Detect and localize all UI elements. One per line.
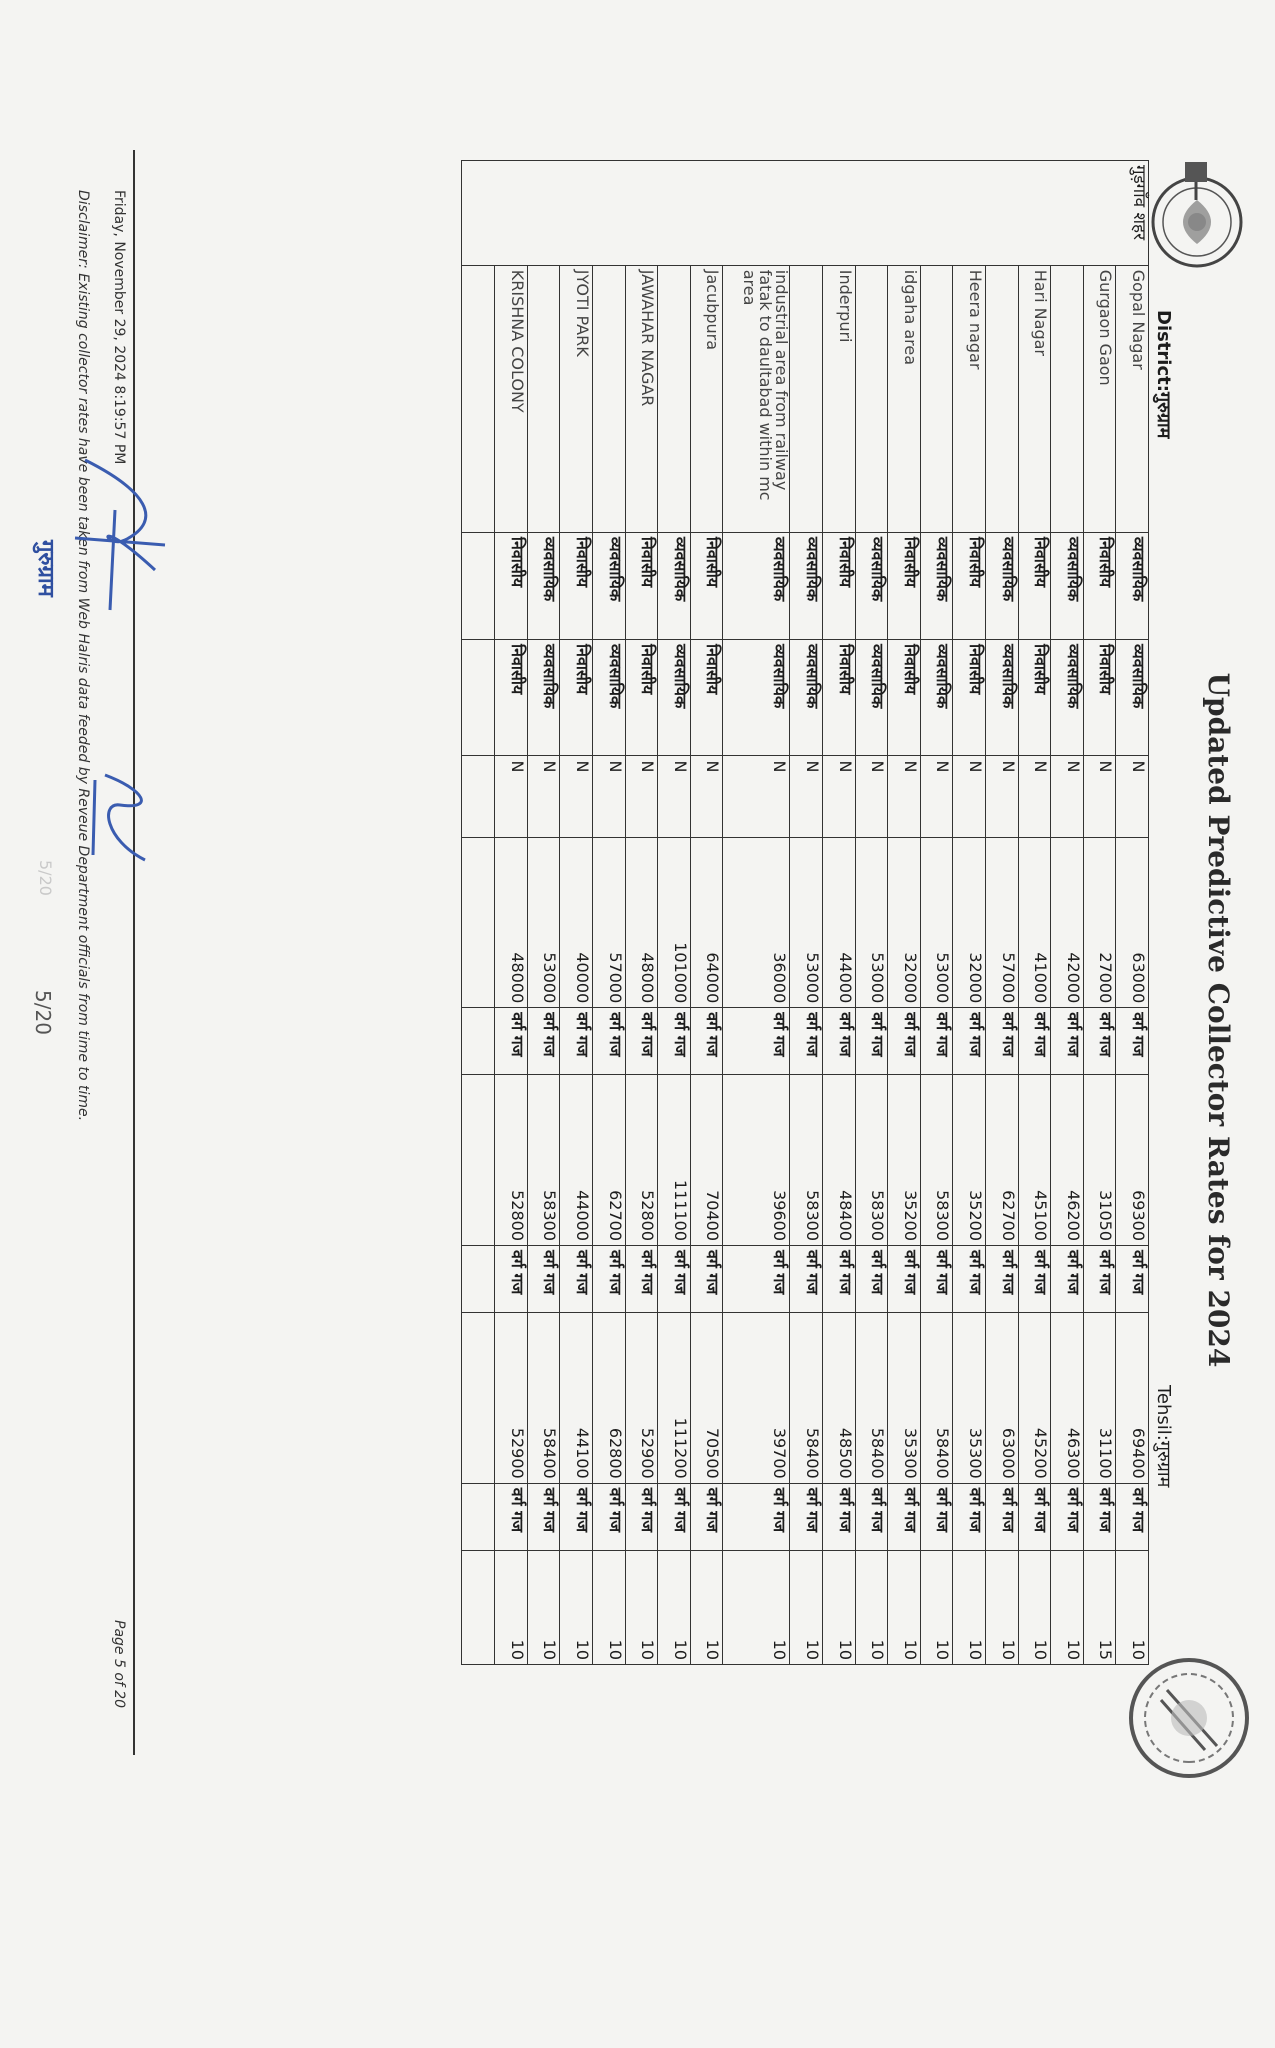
rate-cell: 58400: [920, 1313, 953, 1484]
category-cell: व्यवसायिक: [1051, 532, 1084, 639]
rate-cell: 44000: [560, 1075, 593, 1246]
rate-cell: 35300: [953, 1313, 986, 1484]
percent-cell: 15: [1083, 1550, 1116, 1664]
percent-cell: 10: [625, 1550, 658, 1664]
category-cell: व्यवसायिक: [986, 639, 1019, 756]
unit-cell: वर्ग गज: [527, 1483, 560, 1550]
rate-cell: 48400: [823, 1075, 856, 1246]
rate-cell: 64000: [690, 837, 723, 1008]
category-cell: व्यवसायिक: [527, 639, 560, 756]
rate-cell: 70500: [690, 1313, 723, 1484]
flag-cell: N: [658, 756, 691, 837]
unit-cell: वर्ग गज: [690, 1246, 723, 1313]
category-cell: निवासीय: [560, 532, 593, 639]
percent-cell: 10: [823, 1550, 856, 1664]
category-cell: निवासीय: [690, 532, 723, 639]
unit-cell: वर्ग गज: [593, 1008, 626, 1075]
flag-cell: N: [920, 756, 953, 837]
category-cell: व्यवसायिक: [920, 639, 953, 756]
category-cell: व्यवसायिक: [1116, 532, 1149, 639]
unit-cell: वर्ग गज: [1116, 1008, 1149, 1075]
blank-cell: [462, 265, 495, 532]
flag-cell: N: [527, 756, 560, 837]
footer-datetime: Friday, November 29, 2024 8:19:57 PM: [111, 190, 127, 465]
blank-cell: [462, 639, 495, 756]
colony-cell: JAWAHAR NAGAR: [625, 265, 658, 532]
unit-cell: वर्ग गज: [495, 1246, 528, 1313]
colony-cell: [790, 265, 823, 532]
blank-cell: [462, 1550, 495, 1664]
unit-cell: वर्ग गज: [920, 1246, 953, 1313]
colony-cell: [855, 265, 888, 532]
unit-cell: वर्ग गज: [1083, 1008, 1116, 1075]
blank-cell: [462, 756, 495, 837]
unit-cell: वर्ग गज: [658, 1483, 691, 1550]
collector-rates-table: [461, 160, 1149, 1665]
category-cell: निवासीय: [690, 639, 723, 756]
unit-cell: वर्ग गज: [495, 1008, 528, 1075]
rate-cell: 69300: [1116, 1075, 1149, 1246]
rate-cell: 36000: [723, 837, 790, 1008]
unit-cell: वर्ग गज: [888, 1246, 921, 1313]
category-cell: व्यवसायिक: [920, 532, 953, 639]
percent-cell: 10: [1018, 1550, 1051, 1664]
table-row: [953, 161, 986, 1665]
unit-cell: वर्ग गज: [625, 1246, 658, 1313]
unit-cell: वर्ग गज: [986, 1008, 1019, 1075]
unit-cell: वर्ग गज: [888, 1008, 921, 1075]
category-cell: व्यवसायिक: [790, 639, 823, 756]
unit-cell: वर्ग गज: [953, 1246, 986, 1313]
rate-cell: 52900: [495, 1313, 528, 1484]
unit-cell: वर्ग गज: [855, 1246, 888, 1313]
rate-cell: 52800: [495, 1075, 528, 1246]
percent-cell: 10: [527, 1550, 560, 1664]
colony-cell: Heera nagar: [953, 265, 986, 532]
category-cell: व्यवसायिक: [855, 639, 888, 756]
category-cell: निवासीय: [823, 532, 856, 639]
table-row: [593, 161, 626, 1665]
table-row: [1116, 161, 1149, 1665]
blank-cell: [462, 1483, 495, 1550]
footer-divider: [133, 150, 135, 1755]
rate-cell: 70400: [690, 1075, 723, 1246]
table-row: [495, 161, 528, 1665]
rate-cell: 58300: [790, 1075, 823, 1246]
colony-cell: [1051, 265, 1084, 532]
unit-cell: वर्ग गज: [823, 1008, 856, 1075]
unit-cell: वर्ग गज: [823, 1483, 856, 1550]
category-cell: व्यवसायिक: [658, 532, 691, 639]
category-cell: निवासीय: [1018, 639, 1051, 756]
rate-cell: 31100: [1083, 1313, 1116, 1484]
unit-cell: वर्ग गज: [625, 1483, 658, 1550]
table-row: [920, 161, 953, 1665]
unit-cell: वर्ग गज: [790, 1246, 823, 1313]
colony-cell: Inderpuri: [823, 265, 856, 532]
rate-cell: 31050: [1083, 1075, 1116, 1246]
unit-cell: वर्ग गज: [920, 1008, 953, 1075]
blank-cell: [462, 532, 495, 639]
rate-cell: 52800: [625, 1075, 658, 1246]
colony-cell: [986, 265, 1019, 532]
blank-cell: [462, 837, 495, 1008]
category-cell: व्यवसायिक: [790, 532, 823, 639]
unit-cell: वर्ग गज: [920, 1483, 953, 1550]
rate-cell: 32000: [953, 837, 986, 1008]
rate-cell: 58400: [855, 1313, 888, 1484]
disclaimer-text: Disclaimer: Existing collector rates have been taken from Web Halris data feeded by Reveue Department officials from time to time.: [75, 190, 91, 1122]
rate-cell: 46200: [1051, 1075, 1084, 1246]
category-cell: निवासीय: [953, 639, 986, 756]
category-cell: व्यवसायिक: [658, 639, 691, 756]
percent-cell: 10: [888, 1550, 921, 1664]
percent-cell: 10: [855, 1550, 888, 1664]
category-cell: निवासीय: [495, 639, 528, 756]
colony-cell: [658, 265, 691, 532]
blank-cell: [462, 1313, 495, 1484]
rate-cell: 42000: [1051, 837, 1084, 1008]
rate-cell: 53000: [790, 837, 823, 1008]
colony-cell: Gurgaon Gaon: [1083, 265, 1116, 532]
percent-cell: 10: [920, 1550, 953, 1664]
category-cell: निवासीय: [953, 532, 986, 639]
rate-cell: 63000: [986, 1313, 1019, 1484]
table-row: [658, 161, 691, 1665]
blank-cell: [462, 1246, 495, 1313]
unit-cell: वर्ग गज: [527, 1008, 560, 1075]
category-cell: निवासीय: [1083, 639, 1116, 756]
unit-cell: वर्ग गज: [1116, 1246, 1149, 1313]
colony-cell: [527, 265, 560, 532]
unit-cell: वर्ग गज: [1116, 1483, 1149, 1550]
unit-cell: वर्ग गज: [495, 1483, 528, 1550]
unit-cell: वर्ग गज: [560, 1483, 593, 1550]
category-cell: व्यवसायिक: [1051, 639, 1084, 756]
unit-cell: वर्ग गज: [658, 1008, 691, 1075]
rate-cell: 45200: [1018, 1313, 1051, 1484]
category-cell: निवासीय: [495, 532, 528, 639]
flag-cell: N: [1051, 756, 1084, 837]
unit-cell: वर्ग गज: [855, 1008, 888, 1075]
unit-cell: वर्ग गज: [1018, 1483, 1051, 1550]
category-cell: व्यवसायिक: [593, 639, 626, 756]
percent-cell: 10: [790, 1550, 823, 1664]
unit-cell: वर्ग गज: [790, 1008, 823, 1075]
unit-cell: वर्ग गज: [1083, 1483, 1116, 1550]
rate-cell: 58400: [790, 1313, 823, 1484]
flag-cell: N: [986, 756, 1019, 837]
flag-cell: N: [1083, 756, 1116, 837]
rate-cell: 35200: [953, 1075, 986, 1246]
category-cell: व्यवसायिक: [986, 532, 1019, 639]
unit-cell: वर्ग गज: [723, 1246, 790, 1313]
percent-cell: 10: [593, 1550, 626, 1664]
colony-cell: Hari Nagar: [1018, 265, 1051, 532]
percent-cell: 10: [495, 1550, 528, 1664]
rate-cell: 62700: [986, 1075, 1019, 1246]
flag-cell: N: [625, 756, 658, 837]
category-cell: निवासीय: [1018, 532, 1051, 639]
rate-cell: 44000: [823, 837, 856, 1008]
rate-cell: 57000: [593, 837, 626, 1008]
rate-cell: 69400: [1116, 1313, 1149, 1484]
rate-cell: 46300: [1051, 1313, 1084, 1484]
flag-cell: N: [790, 756, 823, 837]
rate-cell: 35200: [888, 1075, 921, 1246]
category-cell: निवासीय: [888, 532, 921, 639]
flag-cell: N: [823, 756, 856, 837]
table-row: [1018, 161, 1051, 1665]
rate-cell: 58400: [527, 1313, 560, 1484]
footer-page-number: Page 5 of 20: [111, 1620, 127, 1709]
rate-cell: 39600: [723, 1075, 790, 1246]
table-row: [888, 161, 921, 1665]
table-row: [723, 161, 790, 1665]
table-row: [790, 161, 823, 1665]
unit-cell: वर्ग गज: [1051, 1008, 1084, 1075]
rate-cell: 48000: [495, 837, 528, 1008]
faint-mark: 5/20: [36, 860, 55, 896]
colony-cell: KRISHNA COLONY: [495, 265, 528, 532]
government-seal-icon: [1122, 1650, 1257, 1785]
table-row: [986, 161, 1019, 1665]
blank-row: [462, 161, 495, 1665]
unit-cell: वर्ग गज: [790, 1483, 823, 1550]
table-row: [823, 161, 856, 1665]
unit-cell: वर्ग गज: [953, 1008, 986, 1075]
rate-cell: 58300: [527, 1075, 560, 1246]
colony-cell: Gopal Nagar: [1116, 265, 1149, 532]
blank-cell: [462, 1008, 495, 1075]
unit-cell: वर्ग गज: [690, 1008, 723, 1075]
percent-cell: 10: [1051, 1550, 1084, 1664]
unit-cell: वर्ग गज: [986, 1246, 1019, 1313]
unit-cell: वर्ग गज: [1018, 1246, 1051, 1313]
unit-cell: वर्ग गज: [593, 1246, 626, 1313]
category-cell: निवासीय: [625, 532, 658, 639]
rate-cell: 62700: [593, 1075, 626, 1246]
tehsil-label: Tehsil:गुरुग्राम: [1153, 1385, 1174, 1488]
unit-cell: वर्ग गज: [690, 1483, 723, 1550]
rate-cell: 35300: [888, 1313, 921, 1484]
stamp-text: गुरुग्राम: [33, 540, 58, 597]
flag-cell: N: [495, 756, 528, 837]
unit-cell: वर्ग गज: [560, 1008, 593, 1075]
rate-cell: 44100: [560, 1313, 593, 1484]
flag-cell: N: [855, 756, 888, 837]
flag-cell: N: [690, 756, 723, 837]
colony-cell: JYOTI PARK: [560, 265, 593, 532]
rate-cell: 32000: [888, 837, 921, 1008]
rate-cell: 101000: [658, 837, 691, 1008]
colony-cell: idgaha area: [888, 265, 921, 532]
colony-cell: [593, 265, 626, 532]
unit-cell: वर्ग गज: [1051, 1246, 1084, 1313]
blank-cell: [462, 1075, 495, 1246]
rate-cell: 39700: [723, 1313, 790, 1484]
unit-cell: वर्ग गज: [986, 1483, 1019, 1550]
city-cell: गुड़गाँव शहर: [462, 161, 1149, 266]
flag-cell: N: [1018, 756, 1051, 837]
initials-scribble-icon: [85, 760, 165, 870]
table-row: [690, 161, 723, 1665]
category-cell: व्यवसायिक: [593, 532, 626, 639]
flag-cell: N: [1116, 756, 1149, 837]
category-cell: निवासीय: [1083, 532, 1116, 639]
rate-cell: 58300: [920, 1075, 953, 1246]
unit-cell: वर्ग गज: [658, 1246, 691, 1313]
colony-cell: [920, 265, 953, 532]
percent-cell: 10: [658, 1550, 691, 1664]
rate-cell: 45100: [1018, 1075, 1051, 1246]
percent-cell: 10: [560, 1550, 593, 1664]
table-row: [1083, 161, 1116, 1665]
rate-cell: 41000: [1018, 837, 1051, 1008]
unit-cell: वर्ग गज: [625, 1008, 658, 1075]
table-row: [1051, 161, 1084, 1665]
rate-cell: 63000: [1116, 837, 1149, 1008]
percent-cell: 10: [723, 1550, 790, 1664]
flag-cell: N: [953, 756, 986, 837]
table-row: [560, 161, 593, 1665]
unit-cell: वर्ग गज: [1018, 1008, 1051, 1075]
document-title: Updated Predictive Collector Rates for 2024: [1202, 672, 1235, 1368]
district-label: District:गुरुग्राम: [1153, 310, 1174, 439]
rate-cell: 62800: [593, 1313, 626, 1484]
rate-cell: 27000: [1083, 837, 1116, 1008]
category-cell: व्यवसायिक: [723, 639, 790, 756]
rate-cell: 57000: [986, 837, 1019, 1008]
category-cell: व्यवसायिक: [855, 532, 888, 639]
table-row: [625, 161, 658, 1665]
haryana-emblem-icon: [1140, 160, 1255, 280]
rate-cell: 53000: [527, 837, 560, 1008]
category-cell: व्यवसायिक: [527, 532, 560, 639]
flag-cell: N: [723, 756, 790, 837]
unit-cell: वर्ग गज: [723, 1483, 790, 1550]
percent-cell: 10: [953, 1550, 986, 1664]
category-cell: निवासीय: [888, 639, 921, 756]
rate-cell: 40000: [560, 837, 593, 1008]
unit-cell: वर्ग गज: [888, 1483, 921, 1550]
rate-cell: 48500: [823, 1313, 856, 1484]
category-cell: व्यवसायिक: [1116, 639, 1149, 756]
page-count: 5/20: [31, 990, 55, 1035]
unit-cell: वर्ग गज: [953, 1483, 986, 1550]
percent-cell: 10: [1116, 1550, 1149, 1664]
rate-cell: 48000: [625, 837, 658, 1008]
category-cell: व्यवसायिक: [723, 532, 790, 639]
flag-cell: N: [593, 756, 626, 837]
category-cell: निवासीय: [823, 639, 856, 756]
table-row: [855, 161, 888, 1665]
signature-scribble-icon: [65, 450, 185, 620]
rate-cell: 52900: [625, 1313, 658, 1484]
unit-cell: वर्ग गज: [823, 1246, 856, 1313]
unit-cell: वर्ग गज: [1051, 1483, 1084, 1550]
rate-cell: 111200: [658, 1313, 691, 1484]
unit-cell: वर्ग गज: [723, 1008, 790, 1075]
rate-cell: 53000: [920, 837, 953, 1008]
unit-cell: वर्ग गज: [855, 1483, 888, 1550]
category-cell: निवासीय: [560, 639, 593, 756]
colony-cell: industrial area from railway fatak to daultabad within mc area: [723, 265, 790, 532]
unit-cell: वर्ग गज: [1083, 1246, 1116, 1313]
percent-cell: 10: [690, 1550, 723, 1664]
unit-cell: वर्ग गज: [527, 1246, 560, 1313]
flag-cell: N: [560, 756, 593, 837]
unit-cell: वर्ग गज: [593, 1483, 626, 1550]
table-row: [527, 161, 560, 1665]
rate-cell: 58300: [855, 1075, 888, 1246]
category-cell: निवासीय: [625, 639, 658, 756]
rate-cell: 111100: [658, 1075, 691, 1246]
percent-cell: 10: [986, 1550, 1019, 1664]
flag-cell: N: [888, 756, 921, 837]
rate-cell: 53000: [855, 837, 888, 1008]
colony-cell: Jacubpura: [690, 265, 723, 532]
unit-cell: वर्ग गज: [560, 1246, 593, 1313]
